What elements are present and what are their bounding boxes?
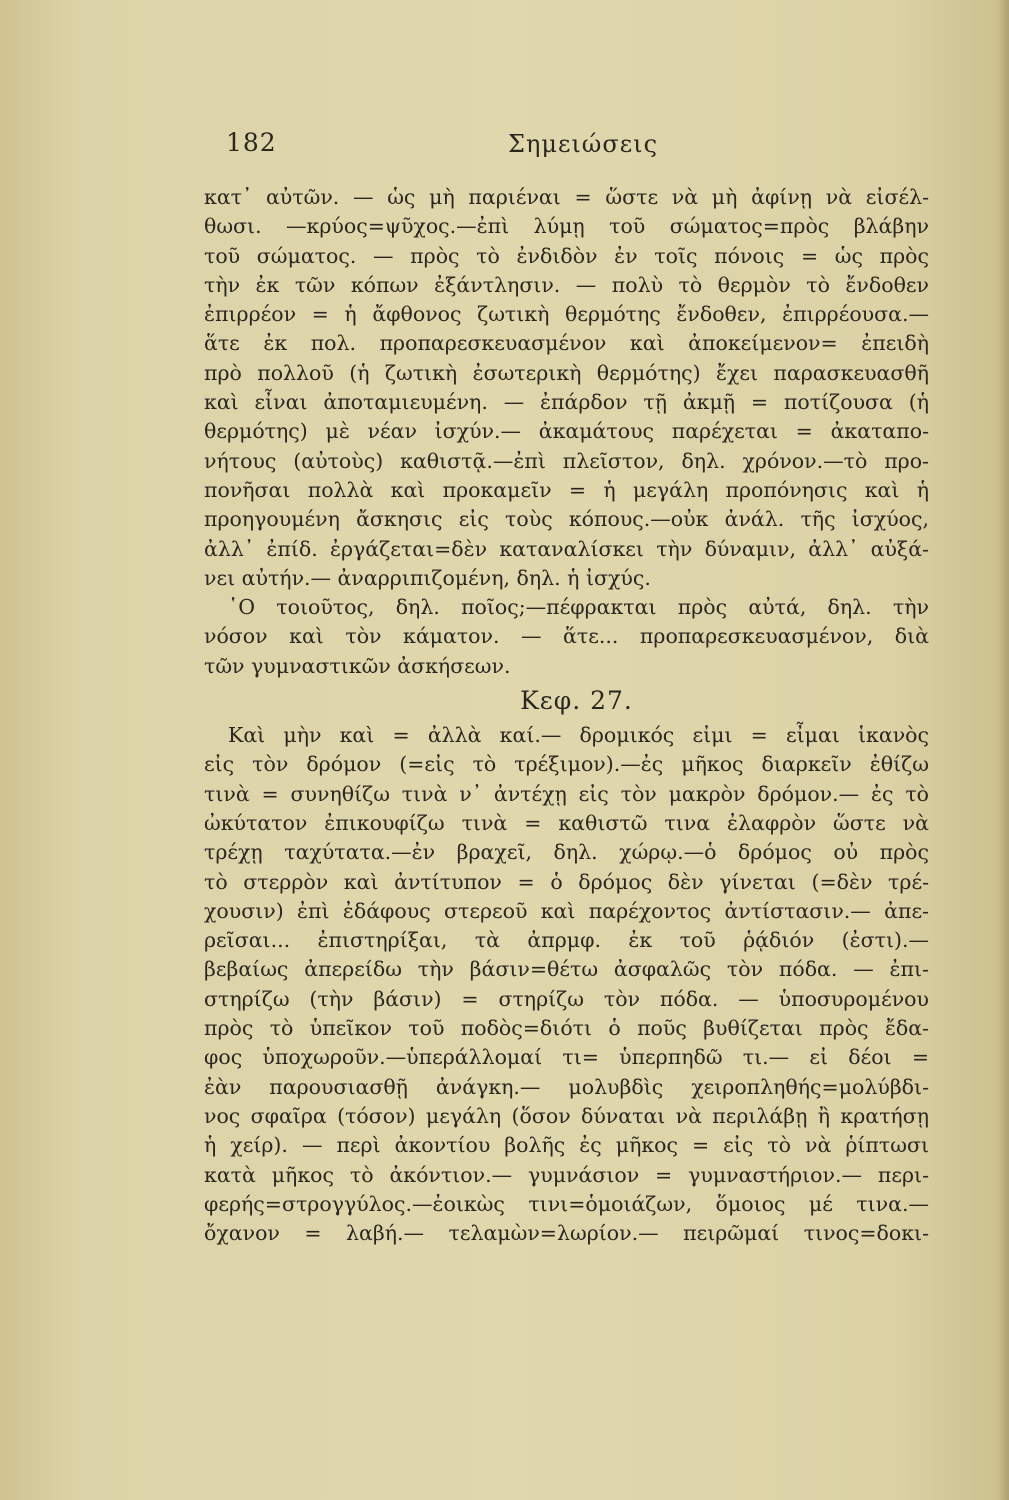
text-line: καὶ εἶναι ἀποταμιευμένη. — ἐπάρδον τῇ ἀκμῇ = ποτίζουσα (ἡ <box>204 390 929 415</box>
text-line: τοῦ σώματος. — πρὸς τὸ ἐνδιδὸν ἐν τοῖς πόνοις = ὡς πρὸς <box>204 243 929 268</box>
text-line: ἡ χείρ). — περὶ ἀκοντίου βολῆς ἐς μῆκος = εἰς τὸ νὰ ῥίπτωσι <box>204 1133 929 1158</box>
text-line: κατὰ μῆκος τὸ ἀκόντιον.— γυμνάσιον = γυμναστήριον.— περι- <box>204 1162 929 1187</box>
page-edge-shadow <box>997 0 1009 1500</box>
page-number: 182 <box>226 128 277 157</box>
text-line: νει αὐτήν.— ἀναρριπιζομένη, δηλ. ἡ ἰσχύς. <box>204 565 651 590</box>
page-body <box>204 183 929 1248</box>
text-line: πρὸς τὸ ὑπεῖκον τοῦ ποδὸς=διότι ὁ ποῦς βυθίζεται πρὸς ἔδα- <box>204 1016 929 1041</box>
paragraph-2 <box>204 593 929 681</box>
text-line: ρεῖσαι... ἐπιστηρίξαι, τὰ ἀπρμφ. ἐκ τοῦ ῥᾴδιόν (ἐστι).— <box>204 928 929 953</box>
text-line: τῶν γυμναστικῶν ἀσκήσεων. <box>204 653 511 678</box>
text-line: ῾Ο τοιοῦτος, δηλ. ποῖος;—πέφρακται πρὸς αὐτά, δηλ. τὴν <box>228 595 929 620</box>
text-line: κατ᾿ αὐτῶν. — ὡς μὴ παριέναι = ὥστε νὰ μὴ ἀφίνῃ νὰ εἰσέλ- <box>204 185 929 209</box>
text-line: τὴν ἐκ τῶν κόπων ἐξάντλησιν. — πολὺ τὸ θερμὸν τὸ ἔνδοθεν <box>204 272 929 297</box>
text-line: ἐὰν παρουσιασθῇ ἀνάγκη.— μολυβδὶς χειροπληθής=μολύβδι- <box>204 1074 929 1099</box>
text-line: τινὰ = συνηθίζω τινὰ ν᾿ ἀντέχῃ εἰς τὸν μακρὸν δρόμον.— ἐς τὸ <box>204 781 929 806</box>
text-line: βεβαίως ἀπερείδω τὴν βάσιν=θέτω ἀσφαλῶς τὸν πόδα. — ἐπι- <box>204 957 929 982</box>
text-line: ὄχανον = λαβή.— τελαμὼν=λωρίον.— πειρῶμαί τινος=δοκι- <box>204 1221 929 1246</box>
text-line: ἀλλ᾿ ἐπίδ. ἐργάζεται=δὲν καταναλίσκει τὴν δύναμιν, ἀλλ᾿ αὐξά- <box>204 536 929 561</box>
text-line: ὠκύτατον ἐπικουφίζω τινὰ = καθιστῶ τινα ἐλαφρὸν ὥστε νὰ <box>204 810 929 835</box>
text-line: τὸ στερρὸν καὶ ἀντίτυπον = ὁ δρόμος δὲν γίνεται (=δὲν τρέ- <box>204 869 929 894</box>
text-line: νήτους (αὐτοὺς) καθιστᾷ.—ἐπὶ πλεῖστον, δηλ. χρόνον.—τὸ προ- <box>204 448 929 473</box>
text-line: πρὸ πολλοῦ (ἡ ζωτικὴ ἐσωτερικὴ θερμότης) ἔχει παρασκευασθῆ <box>204 360 929 385</box>
text-line: ἅτε ἐκ πολ. προπαρεσκευασμένον καὶ ἀποκείμενον= ἐπειδὴ <box>204 331 929 356</box>
text-line: χουσιν) ἐπὶ ἐδάφους στερεοῦ καὶ παρέχοντος ἀντίστασιν.— ἀπε- <box>204 898 929 923</box>
text-line: θωσι. —κρύος=ψῦχος.—ἐπὶ λύμῃ τοῦ σώματος=πρὸς βλάβην <box>204 214 929 239</box>
paragraph-1 <box>204 183 929 593</box>
text-line: πονῆσαι πολλὰ καὶ προκαμεῖν = ἡ μεγάλη προπόνησις καὶ ἡ <box>204 477 929 502</box>
text-line: ἐπιρρέον = ἡ ἄφθονος ζωτικὴ θερμότης ἔνδοθεν, ἐπιρρέουσα.— <box>204 302 929 327</box>
text-line: προηγουμένη ἄσκησις εἰς τοὺς κόπους.—οὐκ ἀνάλ. τῆς ἰσχύος, <box>204 507 929 532</box>
text-line: θερμότης) μὲ νέαν ἰσχύν.— ἀκαμάτους παρέχεται = ἀκαταπο- <box>204 419 929 444</box>
text-line: Καὶ μὴν καὶ = ἀλλὰ καί.— δρομικός εἰμι = εἶμαι ἱκανὸς <box>228 723 929 748</box>
text-line: νόσον καὶ τὸν κάματον. — ἅτε... προπαρεσκευασμένον, διὰ <box>204 624 929 649</box>
text-line: φος ὑποχωροῦν.—ὑπεράλλομαί τι= ὑπερπηδῶ τι.— εἰ δέοι = <box>204 1045 929 1070</box>
text-line: νος σφαῖρα (τόσον) μεγάλη (ὅσον δύναται νὰ περιλάβῃ ἢ κρατήσῃ <box>204 1103 929 1128</box>
text-line: εἰς τὸν δρόμον (=εἰς τὸ τρέξιμον).—ἐς μῆκος διαρκεῖν ἐθίζω <box>204 752 929 777</box>
text-line: τρέχῃ ταχύτατα.—ἐν βραχεῖ, δηλ. χώρῳ.—ὁ δρόμος οὐ πρὸς <box>204 840 929 865</box>
chapter-heading: Κεφ. 27. <box>520 686 633 716</box>
text-line: φερής=στρογγύλος.—ἐοικὼς τινι=ὁμοιάζων, ὅμοιος μέ τινα.— <box>204 1191 929 1216</box>
page-header <box>0 128 1009 168</box>
text-line: στηρίζω (τὴν βάσιν) = στηρίζω τὸν πόδα. — ὑποσυρομένου <box>204 986 929 1011</box>
running-title: Σημειώσεις <box>508 130 659 158</box>
paragraph-3 <box>204 721 929 1248</box>
